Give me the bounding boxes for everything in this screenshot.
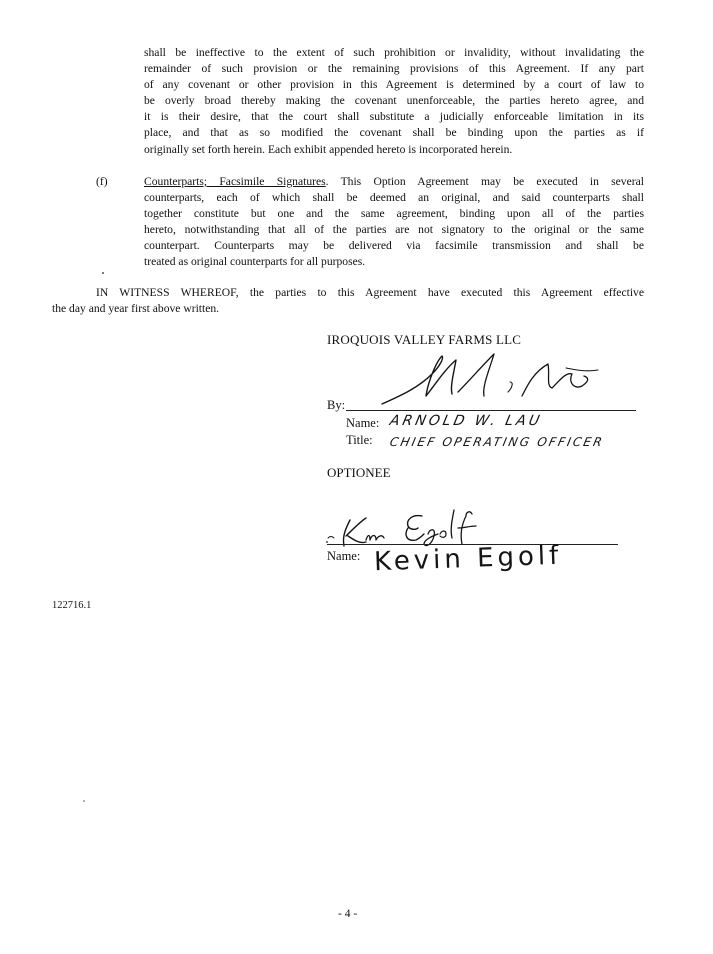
company-signature [370,352,620,412]
scan-speck [102,272,104,274]
section-f-first-line-rest: . This Option Agreement may be executed in several [325,175,644,188]
handwritten-name: Kevin Egolf [373,540,563,578]
document-number: 122716.1 [52,600,92,611]
paragraph-continuation [144,45,644,158]
page-number: - 4 - [338,908,358,920]
name-label: Name: [346,416,380,430]
title-label: Title: [346,433,373,447]
paragraph-line: together constitute but one and the same agreement, binding upon all of the parties [144,207,644,221]
scan-speck [83,800,85,802]
witness-line-1: IN WITNESS WHEREOF, the parties to this Agreement have executed this Agreement effective [96,286,644,299]
paragraph-line: remainder of such provision or the remaining provisions of this Agreement. If any part [144,62,644,76]
handwritten-title: CHIEF OPERATING OFFICER [388,435,606,449]
paragraph-line: counterparts, each of which shall be deemed an original, and said counterparts shall [144,191,644,205]
paragraph-line: shall be ineffective to the extent of such prohibition or invalidity, without invalidating the [144,46,644,59]
paragraph-line: it is their desire, that the court shall substitute a judicially enforceable limitation in its [144,110,644,124]
section-f-heading: Counterparts; Facsimile Signatures [144,175,326,188]
paragraph-line: hereto, notwithstanding that all of the parties are not signatory to the original or the same [144,223,644,237]
paragraph-line: of any covenant or other provision in this Agreement is determined by a court of law to [144,78,644,92]
section-f-label: (f) [96,175,108,188]
witness-clause [52,285,644,317]
paragraph-line: place, and that as so modified the covenant shall be binding upon the parties as if [144,126,644,140]
company-name: IROQUOIS VALLEY FARMS LLC [327,332,522,347]
section-f-first-line [144,174,644,190]
name-label: Name: [327,549,361,563]
optionee-heading: OPTIONEE [327,465,391,480]
paragraph-line: originally set forth herein. Each exhibit appended hereto is incorporated herein. [144,142,513,156]
paragraph-line: treated as original counterparts for all purposes. [144,255,366,269]
signature-line [346,410,636,411]
witness-line-2: the day and year first above written. [52,302,220,316]
section-f-paragraph [144,174,644,271]
handwritten-name: ARNOLD W. LAU [388,413,544,429]
by-label: By: [327,398,346,412]
paragraph-line: counterpart. Counterparts may be delivered via facsimile transmission and shall be [144,239,644,253]
scan-speck [326,541,328,543]
paragraph-line: be overly broad thereby making the covenant unenforceable, the parties hereto agree, and [144,94,644,108]
